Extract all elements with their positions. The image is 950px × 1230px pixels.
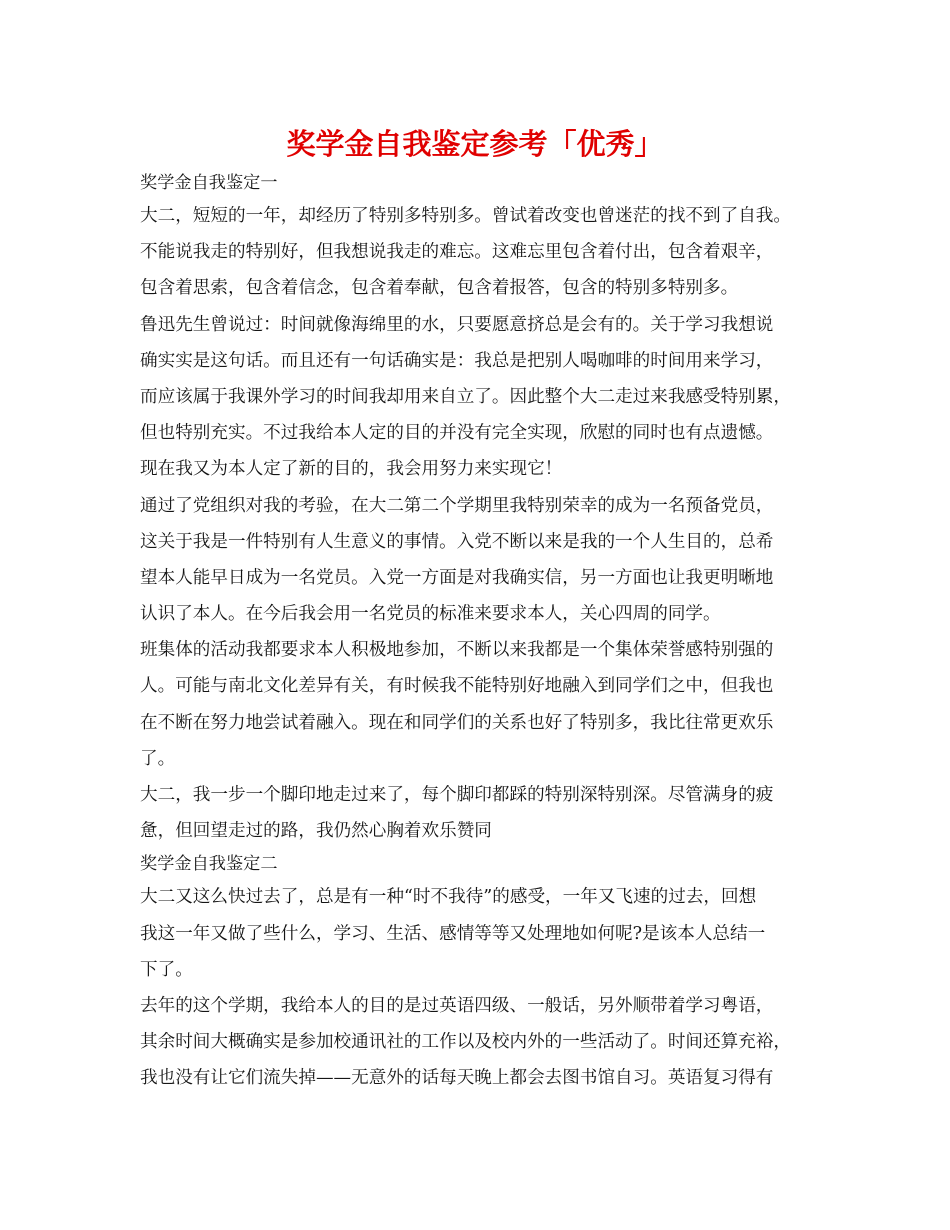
text-line: 大二，我一步一个脚印地走过来了，每个脚印都踩的特别深特别深。尽管满身的疲 xyxy=(140,785,774,805)
text-line: 鲁迅先生曾说过：时间就像海绵里的水，只要愿意挤总是会有的。关于学习我想说 xyxy=(140,314,774,335)
text-line: 认识了本人。在今后我会用一名党员的标准来要求本人，关心四周的同学。 xyxy=(140,604,721,625)
text-line: 确实实是这句话。而且还有一句话确实是：我总是把别人喝咖啡的时间用来学习， xyxy=(140,350,774,371)
text-line: 了。 xyxy=(140,748,176,769)
text-line: 在不断在努力地尝试着融入。现在和同学们的关系也好了特别多，我比往常更欢乐 xyxy=(140,712,774,733)
document-body xyxy=(140,168,830,1097)
text-line: 我也没有让它们流失掉——无意外的话每天晚上都会去图书馆自习。英语复习得有 xyxy=(140,1068,774,1089)
text-line: 我这一年又做了些什么，学习、生活、感情等等又处理地如何呢?是该本人总结一 xyxy=(140,923,766,944)
text-line: 但也特别充实。不过我给本人定的目的并没有完全实现，欣慰的同时也有点遗憾。 xyxy=(140,423,774,444)
text-line: 这关于我是一件特别有人生意义的事情。入党不断以来是我的一个人生目的，总希 xyxy=(140,531,774,552)
section-heading: 奖学金自我鉴定二 xyxy=(140,854,278,875)
document-title: 奖学金自我鉴定参考「优秀」 xyxy=(286,127,664,161)
text-line: 其余时间大概确实是参加校通讯社的工作以及校内外的一些活动了。时间还算充裕， xyxy=(140,1032,791,1053)
section-heading: 奖学金自我鉴定一 xyxy=(140,173,278,193)
text-line: 大二，短短的一年，却经历了特别多特别多。曾试着改变也曾迷茫的找不到了自我。 xyxy=(140,206,791,226)
text-line: 望本人能早日成为一名党员。入党一方面是对我确实信，另一方面也让我更明晰地 xyxy=(140,567,774,588)
text-line: 班集体的活动我都要求本人积极地参加，不断以来我都是一个集体荣誉感特别强的 xyxy=(140,640,774,661)
text-line: 下了。 xyxy=(140,959,193,980)
text-line: 人。可能与南北文化差异有关，有时候我不能特别好地融入到同学们之中，但我也 xyxy=(140,676,774,697)
text-line: 大二又这么快过去了，总是有一种“时不我待”的感受，一年又飞速的过去，回想 xyxy=(140,887,757,908)
text-line: 通过了党组织对我的考验，在大二第二个学期里我特别荣幸的成为一名预备党员， xyxy=(140,495,774,516)
text-line: 而应该属于我课外学习的时间我却用来自立了。因此整个大二走过来我感受特别累， xyxy=(140,386,791,407)
text-line: 现在我又为本人定了新的目的，我会用努力来实现它！ xyxy=(140,459,563,480)
text-line: 惫，但回望走过的路，我仍然心胸着欢乐赞同 xyxy=(140,821,492,842)
text-line: 不能说我走的特别好，但我想说我走的难忘。这难忘里包含着付出，包含着艰辛， xyxy=(140,242,774,263)
text-line: 包含着思索，包含着信念，包含着奉献，包含着报答，包含的特别多特别多。 xyxy=(140,278,739,299)
text-line: 去年的这个学期，我给本人的目的是过英语四级、一般话，另外顺带着学习粤语， xyxy=(140,995,774,1016)
